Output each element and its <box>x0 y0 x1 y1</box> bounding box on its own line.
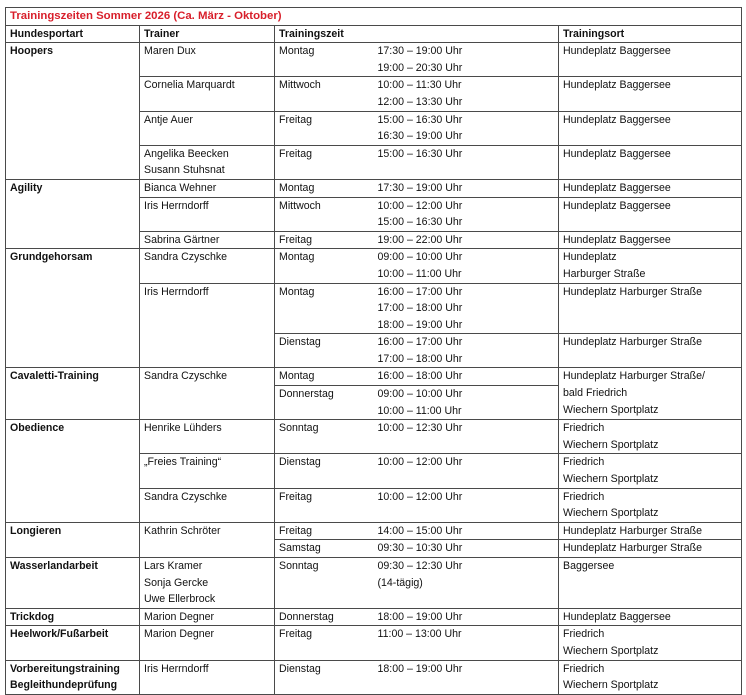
sport-name: Obedience <box>10 422 65 435</box>
trainer-cell <box>140 420 275 454</box>
time-slot: 10:00 – 12:30 Uhr <box>377 422 463 435</box>
place-name: Hundeplatz Baggersee <box>563 79 671 92</box>
sport-cell <box>6 660 140 694</box>
place-cell <box>559 231 742 249</box>
time-slot: 18:00 – 19:00 Uhr <box>377 610 463 623</box>
trainer-name: Lars Kramer <box>144 560 203 572</box>
time-slot: 10:00 – 11:00 Uhr <box>377 404 462 417</box>
place-name: Hundeplatz Harburger Straße <box>563 336 702 349</box>
table-row <box>6 558 742 609</box>
trainer-cell <box>140 660 275 694</box>
trainer-name: Iris Herrndorff <box>144 285 209 298</box>
trainer-cell <box>140 249 275 283</box>
day-cell: Montag <box>275 368 376 386</box>
time-slot: 12:00 – 13:30 Uhr <box>377 95 463 108</box>
sport-name: Vorbereitungstraining <box>10 662 120 675</box>
header-sport: Hundesportart <box>6 25 140 43</box>
place-name: Hundeplatz Baggersee <box>563 45 671 58</box>
place-cell <box>559 454 742 488</box>
place-name: Hundeplatz Baggersee <box>563 610 671 623</box>
day-cell: Donnerstag <box>275 386 376 420</box>
day-cell: Montag <box>275 249 376 283</box>
place-cell <box>559 660 742 694</box>
time-slot: 16:00 – 17:00 Uhr <box>377 336 463 349</box>
time-slot: 18:00 – 19:00 Uhr <box>377 662 463 675</box>
time-slot: 17:30 – 19:00 Uhr <box>377 181 463 194</box>
sport-name: Trickdog <box>10 610 55 623</box>
title-row <box>6 8 742 26</box>
sport-cell <box>6 179 140 248</box>
sport-name: Grundgehorsam <box>10 251 93 264</box>
time-cell <box>376 454 559 488</box>
place-name: Friedrich <box>563 490 605 503</box>
table-row <box>6 660 742 694</box>
trainer-name: Angelika Beecken <box>144 147 229 160</box>
place-name: Hundeplatz Baggersee <box>563 147 671 160</box>
time-cell <box>376 77 559 111</box>
time-slot: 10:00 – 12:00 Uhr <box>377 490 463 503</box>
place-name: Wiechern Sportplatz <box>563 438 659 451</box>
trainer-name: Marion Degner <box>144 610 215 623</box>
place-cell <box>559 283 742 334</box>
time-slot: 14:00 – 15:00 Uhr <box>377 524 463 537</box>
trainer-name: Marion Degner <box>144 628 215 641</box>
time-cell <box>376 334 559 368</box>
place-name: Friedrich <box>563 662 605 675</box>
place-cell <box>559 488 742 522</box>
place-cell <box>559 540 742 558</box>
place-name: Hundeplatz Baggersee <box>563 199 671 212</box>
place-cell <box>559 522 742 540</box>
trainer-name: Antje Auer <box>144 113 193 126</box>
table-row <box>6 368 742 386</box>
time-cell <box>376 249 559 283</box>
trainer-name: Sabrina Gärtner <box>144 233 220 246</box>
trainer-cell <box>140 197 275 231</box>
place-name: Friedrich <box>563 456 605 469</box>
place-name: Baggersee <box>563 560 615 572</box>
table-row <box>6 522 742 540</box>
time-cell <box>376 386 559 420</box>
trainer-name: Sandra Czyschke <box>144 490 228 503</box>
day-cell: Freitag <box>275 626 376 660</box>
trainer-cell <box>140 558 275 609</box>
day-cell: Donnerstag <box>275 608 376 626</box>
day-cell: Mittwoch <box>275 197 376 231</box>
place-name: Hundeplatz Baggersee <box>563 113 671 126</box>
place-cell <box>559 249 742 283</box>
time-slot: 17:00 – 18:00 Uhr <box>377 352 463 365</box>
place-cell <box>559 558 742 609</box>
time-slot: 09:00 – 10:00 Uhr <box>377 251 463 264</box>
time-slot: 10:00 – 12:00 Uhr <box>377 199 463 212</box>
time-slot: 19:00 – 22:00 Uhr <box>377 233 463 246</box>
trainer-name: Iris Herrndorff <box>144 199 209 212</box>
time-cell <box>376 608 559 626</box>
time-cell <box>376 197 559 231</box>
trainer-name: Kathrin Schröter <box>144 524 221 537</box>
place-cell <box>559 608 742 626</box>
trainer-cell <box>140 454 275 488</box>
place-name: Hundeplatz Harburger Straße <box>563 542 702 555</box>
place-name: Harburger Straße <box>563 267 646 280</box>
time-cell <box>376 145 559 179</box>
sport-name: Heelwork/Fußarbeit <box>10 628 109 641</box>
time-note: (14-tägig) <box>377 576 423 589</box>
time-slot: 18:00 – 19:00 Uhr <box>377 318 463 331</box>
time-slot: 15:00 – 16:30 Uhr <box>377 216 463 229</box>
trainer-cell <box>140 608 275 626</box>
time-slot: 10:00 – 11:30 Uhr <box>377 79 462 92</box>
table-row <box>6 420 742 454</box>
place-cell <box>559 43 742 77</box>
table-row <box>6 626 742 660</box>
schedule-title: Trainingszeiten Sommer 2026 (Ca. März - Oktober) <box>6 8 742 26</box>
day-cell: Freitag <box>275 231 376 249</box>
place-cell <box>559 626 742 660</box>
day-cell: Dienstag <box>275 334 376 368</box>
trainer-cell <box>140 231 275 249</box>
time-cell <box>376 660 559 694</box>
time-slot: 11:00 – 13:00 Uhr <box>377 628 462 641</box>
trainer-cell <box>140 368 275 420</box>
place-name: Friedrich <box>563 422 605 435</box>
sport-cell <box>6 249 140 368</box>
place-name: Wiechern Sportplatz <box>563 679 659 692</box>
place-name: Wiechern Sportplatz <box>563 644 659 657</box>
trainer-name: Uwe Ellerbrock <box>144 593 216 606</box>
place-cell <box>559 420 742 454</box>
trainer-cell <box>140 111 275 145</box>
place-name: bald Friedrich <box>563 387 628 400</box>
day-cell: Mittwoch <box>275 77 376 111</box>
sport-name: Hoopers <box>10 45 53 58</box>
day-cell: Samstag <box>275 540 376 558</box>
place-cell <box>559 368 742 420</box>
place-name: Hundeplatz Harburger Straße <box>563 524 702 537</box>
time-cell <box>376 558 559 609</box>
trainer-cell <box>140 77 275 111</box>
trainer-name: Cornelia Marquardt <box>144 79 235 92</box>
place-cell <box>559 145 742 179</box>
time-slot: 09:00 – 10:00 Uhr <box>377 388 463 401</box>
table-row <box>6 43 742 77</box>
sport-cell <box>6 626 140 660</box>
header-row <box>6 25 742 43</box>
place-cell <box>559 77 742 111</box>
time-cell <box>376 111 559 145</box>
time-cell <box>376 540 559 558</box>
sport-cell <box>6 368 140 420</box>
day-cell: Freitag <box>275 488 376 522</box>
sport-name: Wasserlandarbeit <box>10 560 98 572</box>
trainer-name: Henrike Lühders <box>144 422 222 435</box>
table-row <box>6 249 742 283</box>
place-name: Hundeplatz <box>563 251 617 264</box>
place-name: Wiechern Sportplatz <box>563 507 659 520</box>
place-cell <box>559 179 742 197</box>
time-slot: 09:30 – 10:30 Uhr <box>377 542 463 555</box>
trainer-cell <box>140 488 275 522</box>
day-cell: Montag <box>275 43 376 77</box>
header-place: Trainingsort <box>559 25 742 43</box>
time-cell <box>376 420 559 454</box>
time-cell <box>376 368 559 386</box>
day-cell: Montag <box>275 179 376 197</box>
day-cell: Sonntag <box>275 420 376 454</box>
time-slot: 10:00 – 11:00 Uhr <box>377 267 462 280</box>
day-cell: Sonntag <box>275 558 376 609</box>
sport-name: Cavaletti-Training <box>10 370 99 383</box>
sport-cell <box>6 558 140 609</box>
trainer-name: Iris Herrndorff <box>144 662 209 675</box>
time-cell <box>376 522 559 540</box>
header-trainer: Trainer <box>140 25 275 43</box>
day-cell: Montag <box>275 283 376 334</box>
trainer-name: Sandra Czyschke <box>144 251 228 264</box>
sport-name: Agility <box>10 181 43 194</box>
time-cell <box>376 231 559 249</box>
training-schedule-table <box>5 7 742 695</box>
place-name: Hundeplatz Baggersee <box>563 233 671 246</box>
trainer-cell <box>140 626 275 660</box>
trainer-cell <box>140 283 275 368</box>
trainer-cell <box>140 179 275 197</box>
time-cell <box>376 179 559 197</box>
table-row <box>6 179 742 197</box>
day-cell: Freitag <box>275 145 376 179</box>
sport-name: Begleithundeprüfung <box>10 679 118 692</box>
trainer-cell <box>140 43 275 77</box>
time-slot: 17:30 – 19:00 Uhr <box>377 45 463 58</box>
trainer-cell <box>140 145 275 179</box>
time-cell <box>376 43 559 77</box>
trainer-name: Sandra Czyschke <box>144 370 228 383</box>
time-slot: 09:30 – 12:30 Uhr <box>377 560 463 572</box>
place-name: Hundeplatz Baggersee <box>563 181 671 194</box>
sport-name: Longieren <box>10 524 62 537</box>
place-name: Wiechern Sportplatz <box>563 473 659 486</box>
place-name: Hundeplatz Harburger Straße <box>563 285 702 298</box>
place-name: Hundeplatz Harburger Straße/ <box>563 370 705 383</box>
day-cell: Freitag <box>275 522 376 540</box>
time-slot: 17:00 – 18:00 Uhr <box>377 302 463 315</box>
day-cell: Dienstag <box>275 454 376 488</box>
place-name: Wiechern Sportplatz <box>563 403 659 416</box>
place-cell <box>559 334 742 368</box>
time-slot: 15:00 – 16:30 Uhr <box>377 113 463 126</box>
trainer-name: Maren Dux <box>144 45 196 58</box>
sport-cell <box>6 43 140 180</box>
sport-cell <box>6 608 140 626</box>
trainer-name: Susann Stuhsnat <box>144 164 225 177</box>
time-cell <box>376 283 559 334</box>
sport-cell <box>6 420 140 523</box>
day-cell: Dienstag <box>275 660 376 694</box>
time-slot: 16:00 – 17:00 Uhr <box>377 285 463 298</box>
day-cell: Freitag <box>275 111 376 145</box>
time-slot: 16:00 – 18:00 Uhr <box>377 370 463 383</box>
place-name: Friedrich <box>563 628 605 641</box>
time-cell <box>376 488 559 522</box>
trainer-name: Sonja Gercke <box>144 576 209 589</box>
time-slot: 16:30 – 19:00 Uhr <box>377 130 463 143</box>
time-slot: 19:00 – 20:30 Uhr <box>377 61 463 74</box>
time-slot: 15:00 – 16:30 Uhr <box>377 147 463 160</box>
trainer-cell <box>140 522 275 557</box>
trainer-name: „Freies Training“ <box>144 456 222 469</box>
header-time: Trainingszeit <box>275 25 559 43</box>
time-slot: 10:00 – 12:00 Uhr <box>377 456 463 469</box>
place-cell <box>559 197 742 231</box>
trainer-name: Bianca Wehner <box>144 181 217 194</box>
table-row <box>6 608 742 626</box>
time-cell <box>376 626 559 660</box>
place-cell <box>559 111 742 145</box>
sport-cell <box>6 522 140 557</box>
